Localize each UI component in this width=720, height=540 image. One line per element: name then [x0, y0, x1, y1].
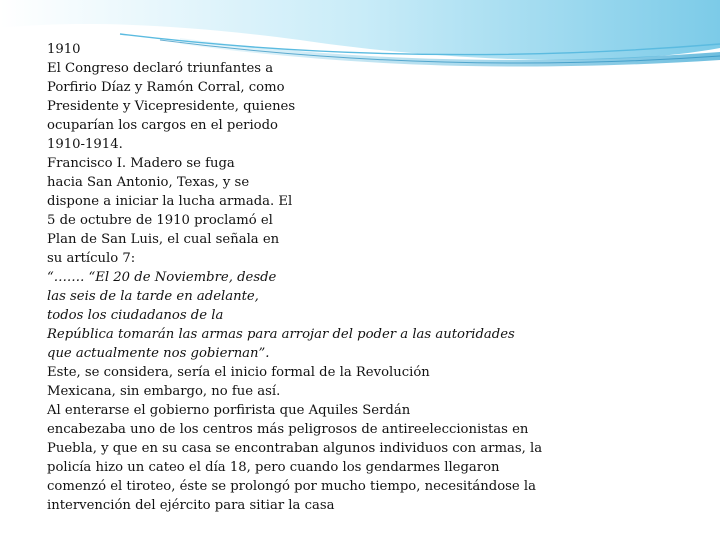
quote-line: que actualmente nos gobiernan”.	[47, 346, 270, 361]
quote-line: República tomarán las armas para arrojar del poder a las autoridades	[47, 327, 515, 342]
text-line: Puebla, y que en su casa se encontraban algunos individuos con armas, la	[47, 441, 543, 456]
text-line: Plan de San Luis, el cual señala en	[47, 232, 280, 247]
text-line: Presidente y Vicepresidente, quienes	[47, 99, 296, 114]
text-line: Este, se considera, sería el inicio formal de la Revolución	[47, 365, 430, 380]
text-line: El Congreso declaró triunfantes a	[47, 61, 274, 76]
text-line: dispone a iniciar la lucha armada. El	[47, 194, 293, 209]
text-line: policía hizo un cateo el día 18, pero cuando los gendarmes llegaron	[47, 460, 500, 475]
text-line: Al enterarse el gobierno porfirista que Aquiles Serdán	[47, 403, 411, 418]
text-line: Mexicana, sin embargo, no fue así.	[47, 384, 281, 399]
text-line: intervención del ejército para sitiar la casa	[47, 498, 335, 513]
text-line: comenzó el tiroteo, éste se prolongó por mucho tiempo, necesitándose la	[47, 479, 536, 494]
quote-line: “……. “El 20 de Noviembre, desde	[47, 270, 277, 285]
text-line: encabezaba uno de los centros más peligrosos de antireeleccionistas en	[47, 422, 529, 437]
text-line: 5 de octubre de 1910 proclamó el	[47, 213, 273, 228]
text-line: ocuparían los cargos en el periodo	[47, 118, 278, 133]
text-line: hacia San Antonio, Texas, y se	[47, 175, 250, 190]
text-line-year: 1910	[47, 42, 81, 57]
text-line: Francisco I. Madero se fuga	[47, 156, 235, 171]
quote-line: todos los ciudadanos de la	[47, 308, 224, 323]
text-line: su artículo 7:	[47, 251, 136, 266]
text-line: Porfirio Díaz y Ramón Corral, como	[47, 80, 285, 95]
slide-body-text	[47, 40, 607, 515]
quote-line: las seis de la tarde en adelante,	[47, 289, 259, 304]
text-line: 1910-1914.	[47, 137, 123, 152]
